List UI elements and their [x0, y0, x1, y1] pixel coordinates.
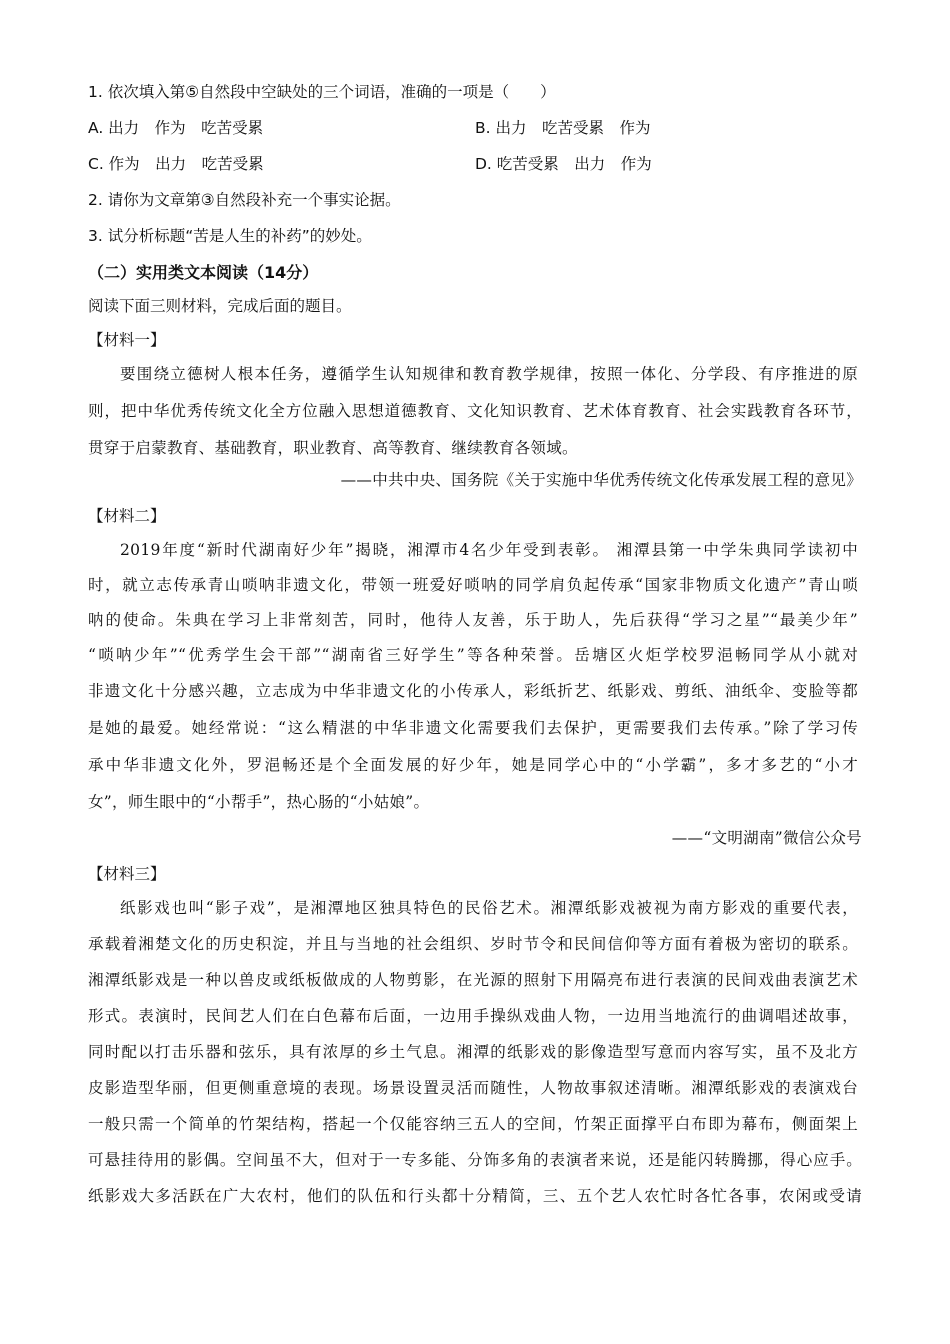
section-title: （二）实用类文本阅读（14分） — [88, 263, 319, 282]
material-1-source: ——中共中央、国务院《关于实施中华优秀传统文化传承发展工程的意见》 — [340, 471, 862, 489]
material-2-line: 非遗文化十分感兴趣，立志成为中华非遗文化的小传承人，彩纸折艺、纸影戏、剪纸、油纸伞、变脸等都 — [88, 682, 858, 700]
option-a: A. 出力 作为 吃苦受累 — [88, 119, 264, 137]
option-d: D. 吃苦受累 出力 作为 — [475, 155, 652, 173]
material-2-line: 呐的使命。朱典在学习上非常刻苦，同时，他待人友善，乐于助人，先后获得“学习之星”“最美少年” — [88, 611, 858, 629]
material-1-line: 则，把中华优秀传统文化全方位融入思想道德教育、文化知识教育、艺术体育教育、社会实践教育各环节， — [88, 402, 862, 420]
material-2-line: 女”，师生眼中的“小帮手”，热心肠的“小姑娘”。 — [88, 793, 430, 811]
option-c: C. 作为 出力 吃苦受累 — [88, 155, 264, 173]
question-1: 1. 依次填入第⑤自然段中空缺处的三个词语，准确的一项是（ ） — [88, 83, 556, 101]
question-2: 2. 请你为文章第③自然段补充一个事实论据。 — [88, 191, 401, 209]
material-1-heading: 【材料一】 — [88, 331, 166, 349]
material-2-line: 时，就立志传承青山唢呐非遗文化，带领一班爱好唢呐的同学肩负起传承“国家非物质文化遗产”青山唢 — [88, 576, 858, 594]
material-3-line: 皮影造型华丽，但更侧重意境的表现。场景设置灵活而随性，人物故事叙述清晰。湘潭纸影戏的表演戏台 — [88, 1079, 858, 1097]
material-2-source: ——“文明湖南”微信公众号 — [671, 829, 862, 847]
material-2-line: 2019年度“新时代湖南好少年”揭晓，湘潭市4名少年受到表彰。 湘潭县第一中学朱典同学读初中 — [120, 541, 858, 559]
material-2-heading: 【材料二】 — [88, 507, 166, 525]
material-2-line: 是她的最爱。她经常说：“这么精湛的中华非遗文化需要我们去保护，更需要我们去传承。”除了学习传 — [88, 719, 858, 737]
material-3-line: 一般只需一个简单的竹架结构，搭起一个仅能容纳三五人的空间，竹架正面撑平白布即为幕布，侧面架上 — [88, 1115, 858, 1133]
material-1-line: 贯穿于启蒙教育、基础教育，职业教育、高等教育、继续教育各领域。 — [88, 439, 578, 457]
material-3-line: 形式。表演时，民间艺人们在白色幕布后面，一边用手操纵戏曲人物，一边用当地流行的曲调唱述故事， — [88, 1007, 858, 1025]
material-2-line: “唢呐少年”“优秀学生会干部”“湖南省三好学生”等各种荣誉。岳塘区火炬学校罗浥畅同学从小就对 — [88, 646, 858, 664]
material-3-heading: 【材料三】 — [88, 865, 166, 883]
material-3-line: 纸影戏也叫“影子戏”，是湘潭地区独具特色的民俗艺术。湘潭纸影戏被视为南方影戏的重要代表， — [120, 899, 858, 917]
material-3-line: 同时配以打击乐器和弦乐，具有浓厚的乡土气息。湘潭的纸影戏的影像造型写意而内容写实，虽不及北方 — [88, 1043, 858, 1061]
material-2-line: 承中华非遗文化外，罗浥畅还是个全面发展的好少年，她是同学心中的“小学霸”，多才多艺的“小才 — [88, 756, 858, 774]
question-3: 3. 试分析标题“苦是人生的补药”的妙处。 — [88, 227, 372, 245]
material-3-line: 湘潭纸影戏是一种以兽皮或纸板做成的人物剪影，在光源的照射下用隔亮布进行表演的民间戏曲表演艺术 — [88, 971, 858, 989]
material-1-line: 要围绕立德树人根本任务，遵循学生认知规律和教育教学规律，按照一体化、分学段、有序推进的原 — [120, 365, 858, 383]
option-b: B. 出力 吃苦受累 作为 — [475, 119, 651, 137]
section-instruction: 阅读下面三则材料，完成后面的题目。 — [88, 297, 352, 315]
material-3-line: 可悬挂待用的影偶。空间虽不大，但对于一专多能、分饰多角的表演者来说，还是能闪转腾挪，得心应手。 — [88, 1151, 862, 1169]
material-3-line: 纸影戏大多活跃在广大农村，他们的队伍和行头都十分精简，三、五个艺人农忙时各忙各事，农闲或受请 — [88, 1187, 862, 1205]
material-3-line: 承载着湘楚文化的历史积淀，并且与当地的社会组织、岁时节令和民间信仰等方面有着极为密切的联系。 — [88, 935, 858, 953]
